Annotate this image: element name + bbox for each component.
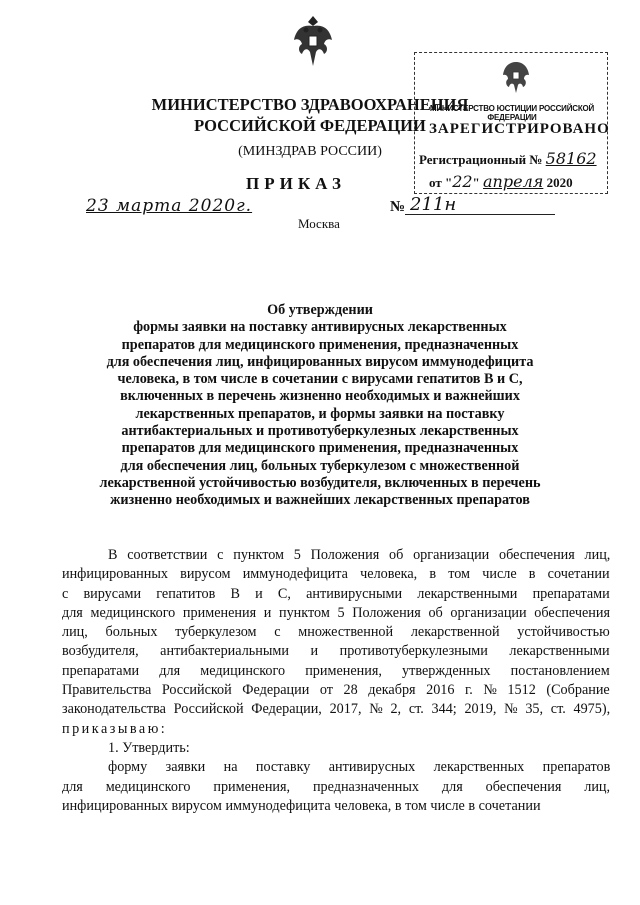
title-line: включенных в перечень жизненно необходимых и важнейших [120, 388, 520, 405]
body-line: законодательства Российской Федерации, 2017, № 2, ст. 344; 2019, № 35, ст. 4975), [62, 701, 611, 718]
body-line: лиц, больных туберкулезом с множественной лекарственной устойчивостью [62, 624, 610, 641]
title-line: антибактериальных и противотуберкулезных лекарственных [121, 423, 519, 440]
title-line: Об утверждении [267, 302, 373, 318]
stamp-date-year: 2020 [546, 175, 573, 190]
stamp-registered-label: ЗАРЕГИСТРИРОВАНО [429, 121, 610, 137]
body-line: инфицированных вирусом иммунодефицита человека, в том числе в сочетании [62, 797, 541, 814]
order-city: Москва [298, 216, 340, 231]
title-line: жизненно необходимых и важнейших лекарственных препаратов [110, 492, 530, 509]
stamp-date-prefix: от " [429, 175, 453, 190]
stamp-reg-number-line [419, 149, 597, 168]
title-line: лекарственной устойчивостью возбудителя, включенных в перечень [99, 474, 541, 491]
title-line: препаратов для медицинского применения, предназначенных [121, 440, 519, 457]
body-line: форму заявки на поставку антивирусных лекарственных препаратов [108, 759, 611, 776]
title-line: для обеспечения лиц, больных туберкулезом с множественной [120, 457, 520, 474]
stamp-date-month: апреля [483, 172, 544, 191]
stamp-emblem-icon [501, 59, 531, 95]
body-line: с вирусами гепатитов B и C, антивирусными лекарственными препаратами [62, 585, 610, 602]
body-line: В соответствии с пунктом 5 Положения об организации обеспечения лиц, [108, 547, 611, 563]
body-line: Правительства Российской Федерации от 28 декабря 2016 г. № 1512 (Собрание [62, 682, 610, 699]
stamp-date-line: от "22" апреля 2020 [429, 172, 573, 191]
title-line: лекарственных препаратов, и формы заявки на поставку [135, 405, 505, 422]
registration-stamp [414, 52, 608, 194]
body-line: инфицированных вирусом иммунодефицита человека, в том числе в сочетании [62, 566, 610, 583]
stamp-reg-number-label: Регистрационный № [419, 152, 543, 167]
order-date-handwritten: 23 марта 2020г. [86, 196, 253, 216]
stamp-date-day: 22 [452, 172, 473, 191]
ministry-name-line2: РОССИЙСКОЙ ФЕДЕРАЦИИ [194, 116, 426, 135]
title-line: формы заявки на поставку антивирусных лекарственных [133, 319, 507, 336]
body-line-item: 1. Утвердить: [108, 739, 190, 756]
body-line: возбудителя, антибактериальными и противотуберкулезными лекарственными [62, 643, 610, 660]
title-line: человека, в том числе в сочетании с вирусами гепатитов B и C, [117, 371, 523, 388]
body-line: препаратами для медицинского применения, утвержденных постановлением [62, 662, 610, 679]
coat-of-arms-emblem [292, 14, 334, 68]
order-number-handwritten: 211н [410, 194, 457, 215]
title-line: для обеспечения лиц, инфицированных вирусом иммунодефицита [106, 353, 534, 370]
document-body [62, 546, 610, 816]
order-title: ПРИКАЗ [246, 174, 346, 193]
order-number-underline [405, 214, 555, 215]
title-line: препаратов для медицинского применения, предназначенных [121, 336, 519, 353]
stamp-authority: МИНИСТЕРСТВО ЮСТИЦИИ РОССИЙСКОЙ ФЕДЕРАЦИИ [429, 104, 595, 122]
order-number-label: № [390, 199, 406, 215]
ministry-name-line1: МИНИСТЕРСТВО ЗДРАВООХРАНЕНИЯ [151, 95, 469, 114]
ministry-short-name: (МИНЗДРАВ РОССИИ) [238, 144, 382, 159]
stamp-reg-number: 58162 [545, 149, 597, 168]
body-line: для медицинского применения и пунктом 5 Положения об организации обеспечения [62, 604, 611, 621]
body-line: для медицинского применения, предназначенных для обеспечения лиц, [62, 778, 611, 795]
body-line-order-word: приказываю: [62, 720, 168, 737]
document-title [80, 302, 560, 510]
